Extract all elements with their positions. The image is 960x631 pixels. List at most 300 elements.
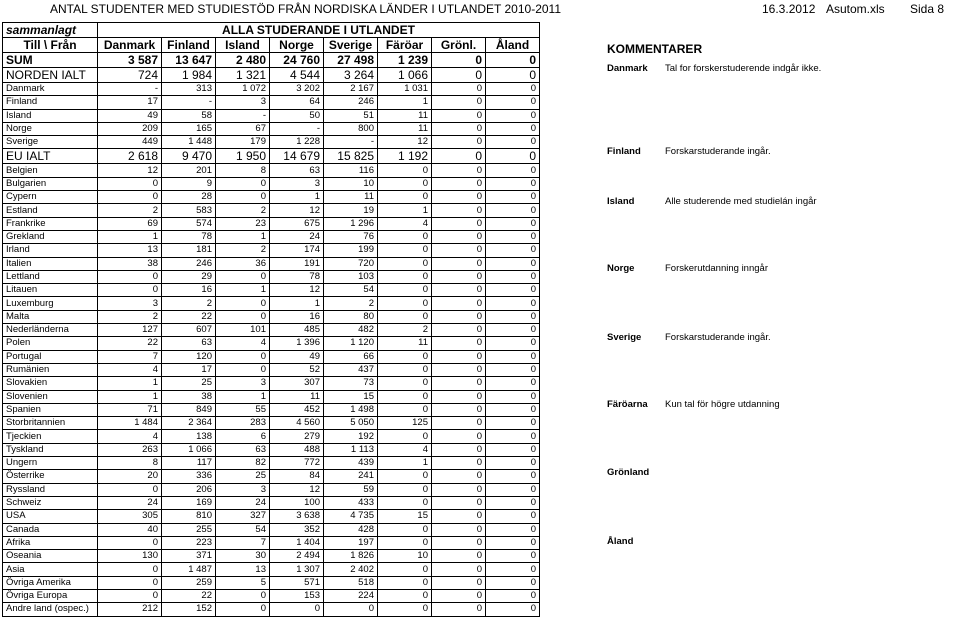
table-cell: 0 bbox=[486, 109, 540, 122]
table-cell: 0 bbox=[432, 430, 486, 443]
table-cell: 11 bbox=[378, 337, 432, 350]
row-label: Lettland bbox=[3, 270, 98, 283]
table-cell: 12 bbox=[270, 204, 324, 217]
table-cell: 66 bbox=[324, 350, 378, 363]
table-cell: 1 bbox=[378, 96, 432, 109]
table-cell: 0 bbox=[432, 457, 486, 470]
table-cell: 1 bbox=[378, 204, 432, 217]
table-cell: 49 bbox=[98, 109, 162, 122]
table-cell: 10 bbox=[324, 177, 378, 190]
table-cell: 1 bbox=[270, 191, 324, 204]
table-cell: 1 984 bbox=[162, 68, 216, 83]
comment-text: Forskarstuderande ingår. bbox=[665, 146, 771, 157]
table-cell: 259 bbox=[162, 576, 216, 589]
table-cell: 84 bbox=[270, 470, 324, 483]
table-cell: 0 bbox=[432, 443, 486, 456]
table-row bbox=[3, 510, 540, 523]
table-cell: 0 bbox=[486, 217, 540, 230]
table-cell: 0 bbox=[216, 270, 270, 283]
student-table bbox=[2, 22, 540, 617]
table-cell: 246 bbox=[324, 96, 378, 109]
table-cell: 1 066 bbox=[162, 443, 216, 456]
table-cell: 0 bbox=[98, 563, 162, 576]
table-cell: 0 bbox=[98, 536, 162, 549]
table-cell: 69 bbox=[98, 217, 162, 230]
table-cell: 0 bbox=[486, 417, 540, 430]
table-row bbox=[3, 536, 540, 549]
row-label: Frankrike bbox=[3, 217, 98, 230]
row-label: EU IALT bbox=[3, 149, 98, 164]
table-row bbox=[3, 257, 540, 270]
table-row bbox=[3, 324, 540, 337]
table-cell: 810 bbox=[162, 510, 216, 523]
table-cell: 0 bbox=[98, 576, 162, 589]
table-cell: 152 bbox=[162, 603, 216, 616]
comment-text: Alle studerende med studielán ingår bbox=[665, 196, 817, 207]
table-cell: 59 bbox=[324, 483, 378, 496]
table-cell: 22 bbox=[162, 589, 216, 602]
table-cell: 138 bbox=[162, 430, 216, 443]
table-cell: 0 bbox=[378, 483, 432, 496]
column-header: Norge bbox=[270, 38, 324, 53]
column-header: Sverige bbox=[324, 38, 378, 53]
table-cell: 117 bbox=[162, 457, 216, 470]
table-cell: 0 bbox=[270, 603, 324, 616]
table-cell: 27 498 bbox=[324, 53, 378, 68]
table-cell: 0 bbox=[378, 350, 432, 363]
table-cell: 63 bbox=[216, 443, 270, 456]
table-cell: 224 bbox=[324, 589, 378, 602]
row-label: Estland bbox=[3, 204, 98, 217]
table-cell: 428 bbox=[324, 523, 378, 536]
table-cell: 13 bbox=[216, 563, 270, 576]
row-label: Storbritannien bbox=[3, 417, 98, 430]
table-title-left: sammanlagt bbox=[3, 23, 98, 38]
row-label: Asia bbox=[3, 563, 98, 576]
table-cell: 103 bbox=[324, 270, 378, 283]
table-cell: 15 825 bbox=[324, 149, 378, 164]
comment-key: Island bbox=[607, 196, 635, 207]
table-cell: 0 bbox=[216, 177, 270, 190]
table-cell: 0 bbox=[216, 589, 270, 602]
table-cell: 1 826 bbox=[324, 550, 378, 563]
table-cell: 0 bbox=[378, 390, 432, 403]
table-cell: 439 bbox=[324, 457, 378, 470]
table-cell: 724 bbox=[98, 68, 162, 83]
table-cell: 307 bbox=[270, 377, 324, 390]
table-cell: 0 bbox=[216, 297, 270, 310]
table-cell: 0 bbox=[378, 470, 432, 483]
table-cell: 0 bbox=[378, 523, 432, 536]
table-cell: 0 bbox=[432, 576, 486, 589]
table-cell: 8 bbox=[216, 164, 270, 177]
table-cell: 0 bbox=[432, 470, 486, 483]
table-cell: 0 bbox=[432, 324, 486, 337]
table-cell: 24 bbox=[216, 496, 270, 509]
table-cell: 0 bbox=[486, 576, 540, 589]
table-cell: 1 396 bbox=[270, 337, 324, 350]
table-cell: 0 bbox=[486, 257, 540, 270]
table-row bbox=[3, 149, 540, 164]
table-cell: 0 bbox=[98, 589, 162, 602]
table-cell: 0 bbox=[378, 496, 432, 509]
table-cell: - bbox=[324, 136, 378, 149]
table-cell: 9 bbox=[162, 177, 216, 190]
table-cell: 0 bbox=[432, 149, 486, 164]
table-cell: 38 bbox=[98, 257, 162, 270]
row-label: Canada bbox=[3, 523, 98, 536]
table-row bbox=[3, 576, 540, 589]
table-cell: 15 bbox=[378, 510, 432, 523]
table-cell: 2 bbox=[98, 204, 162, 217]
table-row bbox=[3, 230, 540, 243]
table-cell: 0 bbox=[324, 603, 378, 616]
table-cell: 11 bbox=[270, 390, 324, 403]
comment-key: Norge bbox=[607, 263, 635, 274]
table-cell: 4 bbox=[378, 217, 432, 230]
table-cell: 58 bbox=[162, 109, 216, 122]
row-label: Luxemburg bbox=[3, 297, 98, 310]
comment-item bbox=[607, 332, 771, 343]
table-cell: 165 bbox=[162, 122, 216, 135]
table-row bbox=[3, 377, 540, 390]
table-cell: 13 647 bbox=[162, 53, 216, 68]
table-cell: 1 bbox=[98, 230, 162, 243]
table-cell: 1 498 bbox=[324, 403, 378, 416]
comment-key: Finland bbox=[607, 146, 641, 157]
table-cell: 17 bbox=[162, 363, 216, 376]
table-cell: 720 bbox=[324, 257, 378, 270]
comment-key: Färöarna bbox=[607, 399, 648, 410]
table-cell: 0 bbox=[486, 430, 540, 443]
table-cell: 327 bbox=[216, 510, 270, 523]
table-title-right: ALLA STUDERANDE I UTLANDET bbox=[98, 23, 540, 38]
table-cell: 22 bbox=[98, 337, 162, 350]
table-row bbox=[3, 603, 540, 616]
table-cell: 0 bbox=[486, 589, 540, 602]
table-cell: 5 050 bbox=[324, 417, 378, 430]
table-cell: 800 bbox=[324, 122, 378, 135]
table-cell: 0 bbox=[432, 483, 486, 496]
table-cell: 2 167 bbox=[324, 83, 378, 96]
table-cell: 0 bbox=[432, 257, 486, 270]
table-cell: 2 bbox=[98, 310, 162, 323]
table-cell: 25 bbox=[162, 377, 216, 390]
row-label: SUM bbox=[3, 53, 98, 68]
row-label: Oseania bbox=[3, 550, 98, 563]
comment-key: Danmark bbox=[607, 63, 648, 74]
table-cell: 0 bbox=[378, 164, 432, 177]
row-label: Sverige bbox=[3, 136, 98, 149]
table-cell: 20 bbox=[98, 470, 162, 483]
table-cell: 0 bbox=[378, 536, 432, 549]
table-cell: 0 bbox=[432, 136, 486, 149]
table-cell: 24 bbox=[98, 496, 162, 509]
row-label: Ryssland bbox=[3, 483, 98, 496]
table-cell: 574 bbox=[162, 217, 216, 230]
table-cell: 0 bbox=[486, 377, 540, 390]
table-cell: 54 bbox=[216, 523, 270, 536]
table-row bbox=[3, 83, 540, 96]
table-row bbox=[3, 53, 540, 68]
table-cell: 1 113 bbox=[324, 443, 378, 456]
table-cell: 0 bbox=[432, 244, 486, 257]
table-cell: 73 bbox=[324, 377, 378, 390]
table-cell: 2 480 bbox=[216, 53, 270, 68]
table-cell: 50 bbox=[270, 109, 324, 122]
table-cell: 209 bbox=[98, 122, 162, 135]
table-cell: 16 bbox=[270, 310, 324, 323]
table-cell: 24 bbox=[270, 230, 324, 243]
row-label: USA bbox=[3, 510, 98, 523]
table-cell: 1 bbox=[98, 377, 162, 390]
table-cell: 40 bbox=[98, 523, 162, 536]
table-cell: 1 239 bbox=[378, 53, 432, 68]
table-cell: 11 bbox=[378, 109, 432, 122]
table-cell: 0 bbox=[486, 550, 540, 563]
row-label: Nederländerna bbox=[3, 324, 98, 337]
table-row bbox=[3, 68, 540, 83]
table-cell: 0 bbox=[486, 191, 540, 204]
table-cell: 352 bbox=[270, 523, 324, 536]
table-cell: 12 bbox=[270, 483, 324, 496]
table-cell: 78 bbox=[270, 270, 324, 283]
table-cell: 1 484 bbox=[98, 417, 162, 430]
comment-text: Forskerutdanning inngår bbox=[665, 263, 768, 274]
table-cell: 518 bbox=[324, 576, 378, 589]
table-cell: 0 bbox=[216, 310, 270, 323]
table-cell: 0 bbox=[486, 297, 540, 310]
table-cell: 192 bbox=[324, 430, 378, 443]
table-cell: 0 bbox=[486, 177, 540, 190]
table-cell: 0 bbox=[98, 284, 162, 297]
row-label: Tyskland bbox=[3, 443, 98, 456]
table-cell: 3 587 bbox=[98, 53, 162, 68]
table-cell: 127 bbox=[98, 324, 162, 337]
table-cell: 212 bbox=[98, 603, 162, 616]
table-cell: 0 bbox=[432, 403, 486, 416]
row-label: Övriga Europa bbox=[3, 589, 98, 602]
table-row bbox=[3, 523, 540, 536]
comment-text: Kun tal för högre utdanning bbox=[665, 399, 780, 410]
table-cell: 0 bbox=[432, 523, 486, 536]
table-cell: 116 bbox=[324, 164, 378, 177]
table-cell: 0 bbox=[216, 603, 270, 616]
comment-text: Tal for forskerstuderende indgår ikke. bbox=[665, 63, 822, 74]
table-cell: 0 bbox=[432, 603, 486, 616]
table-cell: 1 031 bbox=[378, 83, 432, 96]
table-cell: 0 bbox=[432, 417, 486, 430]
table-cell: 0 bbox=[486, 96, 540, 109]
table-row bbox=[3, 297, 540, 310]
row-label: Österrike bbox=[3, 470, 98, 483]
table-cell: 191 bbox=[270, 257, 324, 270]
table-row bbox=[3, 96, 540, 109]
table-cell: 30 bbox=[216, 550, 270, 563]
table-cell: 0 bbox=[432, 350, 486, 363]
table-cell: 0 bbox=[216, 363, 270, 376]
table-cell: 181 bbox=[162, 244, 216, 257]
table-cell: 55 bbox=[216, 403, 270, 416]
table-cell: 64 bbox=[270, 96, 324, 109]
table-cell: 0 bbox=[378, 377, 432, 390]
table-row bbox=[3, 430, 540, 443]
row-label: Andre land (ospec.) bbox=[3, 603, 98, 616]
row-label: Slovenien bbox=[3, 390, 98, 403]
comment-item bbox=[607, 399, 780, 410]
table-cell: 100 bbox=[270, 496, 324, 509]
table-cell: 0 bbox=[486, 68, 540, 83]
table-cell: 3 bbox=[216, 377, 270, 390]
table-cell: 9 470 bbox=[162, 149, 216, 164]
table-row bbox=[3, 177, 540, 190]
table-cell: 52 bbox=[270, 363, 324, 376]
table-row bbox=[3, 136, 540, 149]
table-cell: 36 bbox=[216, 257, 270, 270]
table-cell: 3 bbox=[216, 96, 270, 109]
table-cell: 23 bbox=[216, 217, 270, 230]
table-cell: 0 bbox=[486, 536, 540, 549]
table-cell: 6 bbox=[216, 430, 270, 443]
table-cell: 0 bbox=[432, 53, 486, 68]
report-title: ANTAL STUDENTER MED STUDIESTÖD FRÅN NORDISKA LÄNDER I UTLANDET 2010-2011 bbox=[50, 2, 562, 16]
table-row bbox=[3, 483, 540, 496]
table-cell: 0 bbox=[432, 390, 486, 403]
table-cell: 482 bbox=[324, 324, 378, 337]
table-cell: - bbox=[98, 83, 162, 96]
table-cell: 0 bbox=[98, 177, 162, 190]
table-cell: - bbox=[270, 122, 324, 135]
table-cell: 313 bbox=[162, 83, 216, 96]
table-cell: 0 bbox=[378, 310, 432, 323]
row-label: NORDEN IALT bbox=[3, 68, 98, 83]
table-cell: 5 bbox=[216, 576, 270, 589]
report-file: Asutom.xls bbox=[826, 2, 885, 16]
table-cell: 120 bbox=[162, 350, 216, 363]
table-cell: 206 bbox=[162, 483, 216, 496]
table-cell: 16 bbox=[162, 284, 216, 297]
table-cell: 0 bbox=[486, 204, 540, 217]
table-cell: 7 bbox=[216, 536, 270, 549]
table-cell: 12 bbox=[270, 284, 324, 297]
table-cell: 0 bbox=[432, 96, 486, 109]
row-label: Island bbox=[3, 109, 98, 122]
table-row bbox=[3, 457, 540, 470]
table-cell: 0 bbox=[378, 603, 432, 616]
table-cell: 0 bbox=[378, 430, 432, 443]
table-row bbox=[3, 403, 540, 416]
table-cell: 2 494 bbox=[270, 550, 324, 563]
table-cell: 0 bbox=[486, 470, 540, 483]
table-cell: 0 bbox=[378, 403, 432, 416]
row-label: Italien bbox=[3, 257, 98, 270]
table-cell: 1 404 bbox=[270, 536, 324, 549]
table-cell: 1 448 bbox=[162, 136, 216, 149]
table-cell: 0 bbox=[486, 363, 540, 376]
table-cell: 169 bbox=[162, 496, 216, 509]
table-cell: 199 bbox=[324, 244, 378, 257]
table-cell: 241 bbox=[324, 470, 378, 483]
table-cell: 0 bbox=[486, 83, 540, 96]
table-cell: 8 bbox=[98, 457, 162, 470]
row-label: Danmark bbox=[3, 83, 98, 96]
table-cell: 255 bbox=[162, 523, 216, 536]
table-cell: 223 bbox=[162, 536, 216, 549]
table-cell: 2 402 bbox=[324, 563, 378, 576]
table-cell: 0 bbox=[486, 390, 540, 403]
comment-item bbox=[607, 263, 768, 274]
row-label: Norge bbox=[3, 122, 98, 135]
table-row bbox=[3, 417, 540, 430]
table-cell: 305 bbox=[98, 510, 162, 523]
table-cell: 1 066 bbox=[378, 68, 432, 83]
table-cell: 4 bbox=[98, 430, 162, 443]
row-label: Portugal bbox=[3, 350, 98, 363]
table-row bbox=[3, 270, 540, 283]
table-cell: 0 bbox=[432, 589, 486, 602]
table-cell: 1 bbox=[98, 390, 162, 403]
table-cell: - bbox=[162, 96, 216, 109]
table-row bbox=[3, 217, 540, 230]
table-cell: 179 bbox=[216, 136, 270, 149]
table-cell: 0 bbox=[486, 337, 540, 350]
table-row bbox=[3, 550, 540, 563]
table-cell: 78 bbox=[162, 230, 216, 243]
table-cell: 1 bbox=[216, 284, 270, 297]
column-header: Finland bbox=[162, 38, 216, 53]
table-cell: 2 bbox=[216, 244, 270, 257]
table-cell: 71 bbox=[98, 403, 162, 416]
table-cell: 3 638 bbox=[270, 510, 324, 523]
table-cell: 17 bbox=[98, 96, 162, 109]
table-cell: 201 bbox=[162, 164, 216, 177]
table-cell: 2 bbox=[324, 297, 378, 310]
table-cell: 488 bbox=[270, 443, 324, 456]
table-cell: 371 bbox=[162, 550, 216, 563]
corner-header: Till \ Från bbox=[3, 38, 98, 53]
column-header: Danmark bbox=[98, 38, 162, 53]
table-cell: 29 bbox=[162, 270, 216, 283]
table-cell: 0 bbox=[378, 244, 432, 257]
table-cell: 0 bbox=[432, 377, 486, 390]
table-cell: 0 bbox=[432, 68, 486, 83]
table-cell: 0 bbox=[378, 177, 432, 190]
table-cell: 1 bbox=[270, 297, 324, 310]
table-cell: 0 bbox=[486, 603, 540, 616]
table-cell: 0 bbox=[486, 483, 540, 496]
table-cell: 0 bbox=[432, 177, 486, 190]
table-cell: 0 bbox=[432, 550, 486, 563]
table-cell: 0 bbox=[486, 510, 540, 523]
table-row bbox=[3, 164, 540, 177]
table-cell: 0 bbox=[432, 563, 486, 576]
table-cell: 0 bbox=[486, 244, 540, 257]
table-cell: 2 bbox=[162, 297, 216, 310]
comment-item bbox=[607, 146, 771, 157]
table-cell: 675 bbox=[270, 217, 324, 230]
table-cell: 2 bbox=[216, 204, 270, 217]
table-cell: 13 bbox=[98, 244, 162, 257]
table-row bbox=[3, 191, 540, 204]
row-label: Belgien bbox=[3, 164, 98, 177]
table-cell: 125 bbox=[378, 417, 432, 430]
table-cell: 24 760 bbox=[270, 53, 324, 68]
table-cell: 0 bbox=[378, 589, 432, 602]
table-cell: 0 bbox=[486, 230, 540, 243]
table-cell: 101 bbox=[216, 324, 270, 337]
row-label: Spanien bbox=[3, 403, 98, 416]
table-cell: 1 307 bbox=[270, 563, 324, 576]
